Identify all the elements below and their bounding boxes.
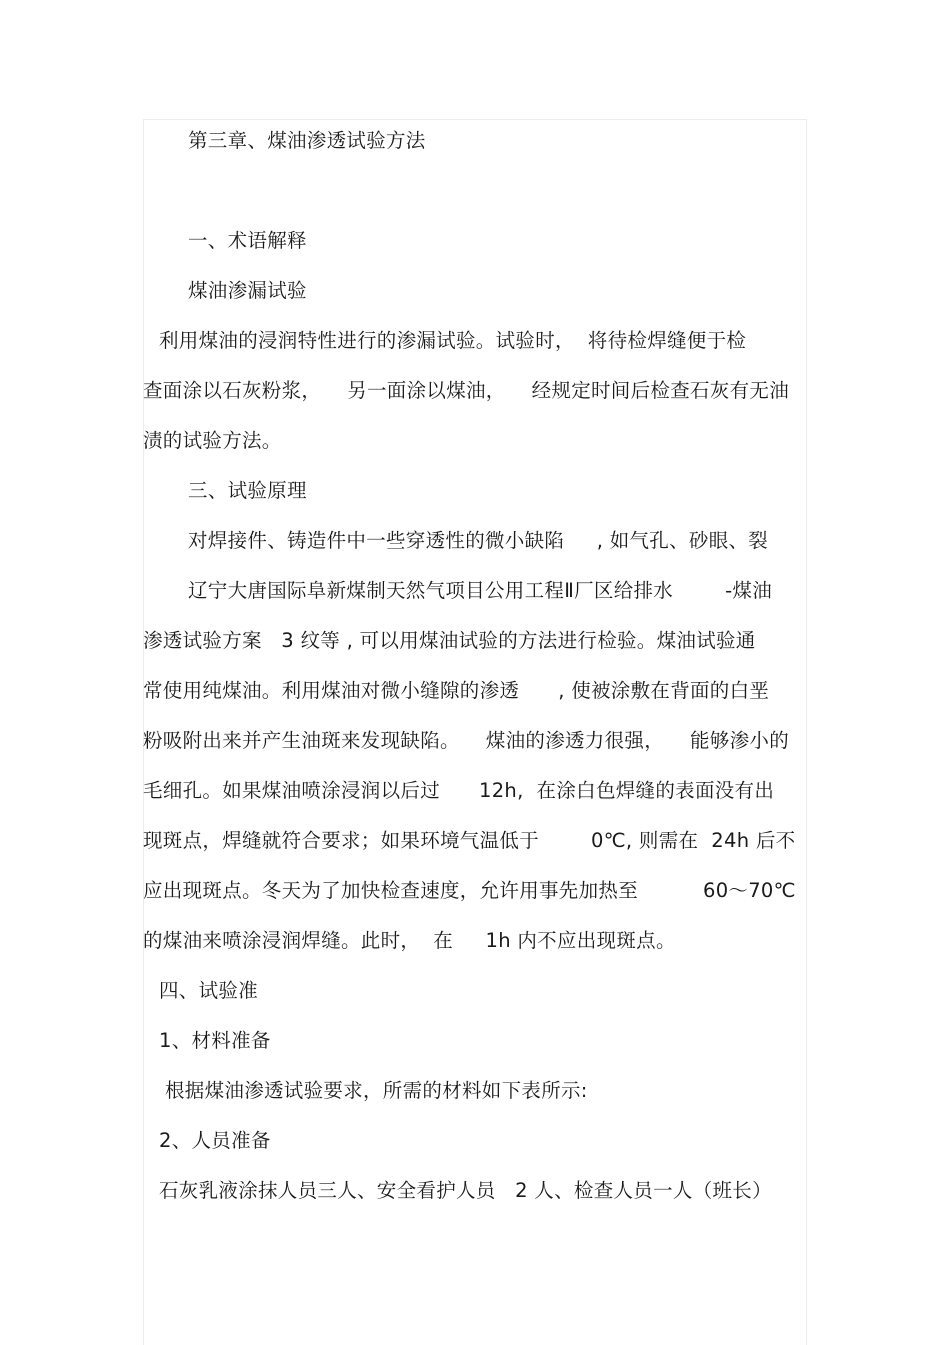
principle-line-4: 粉吸附出来并产生油斑来发现缺陷。 煤油的渗透力很强， 能够渗小的 [143, 729, 789, 752]
term-heading: 煤油渗漏试验 [188, 279, 307, 302]
item-heading-materials: 1、材料准备 [159, 1029, 271, 1052]
materials-text: 根据煤油渗透试验要求，所需的材料如下表所示: [165, 1079, 588, 1102]
principle-line-6: 现斑点，焊缝就符合要求；如果环境气温低于 0℃, 则需在 24h 后不 [143, 829, 796, 852]
principle-line-8: 的煤油来喷涂浸润焊缝。此时， 在 1h 内不应出现斑点。 [143, 929, 676, 952]
principle-line-5: 毛细孔。如果煤油喷涂浸润以后过 12h, 在涂白色焊缝的表面没有出 [143, 779, 775, 802]
section-heading-preparation: 四、试验准 [159, 979, 259, 1002]
principle-line-7: 应出现斑点。冬天为了加快检查速度，允许用事先加热至 60～70℃ [143, 879, 796, 902]
principle-line-2: 渗透试验方案 3 纹等 , 可以用煤油试验的方法进行检验。煤油试验通 [143, 629, 756, 652]
personnel-text: 石灰乳液涂抹人员三人、安全看护人员 2 人、检查人员一人（班长） [159, 1179, 772, 1202]
section-heading-principle: 三、试验原理 [188, 479, 307, 502]
definition-line-2: 查面涂以石灰粉浆， 另一面涂以煤油， 经规定时间后检查石灰有无油 [143, 379, 789, 402]
definition-line-1: 利用煤油的浸润特性进行的渗漏试验。试验时， 将待检焊缝便于检 [159, 329, 747, 352]
running-header: 辽宁大唐国际阜新煤制天然气项目公用工程Ⅱ厂区给排水 -煤油 [188, 579, 773, 602]
section-heading-terms: 一、术语解释 [188, 229, 307, 252]
principle-line-3: 常使用纯煤油。利用煤油对微小缝隙的渗透 , 使被涂敷在背面的白垩 [143, 679, 770, 702]
principle-line-1: 对焊接件、铸造件中一些穿透性的微小缺陷 , 如气孔、砂眼、裂 [188, 529, 769, 552]
item-heading-personnel: 2、人员准备 [159, 1129, 271, 1152]
chapter-title: 第三章、煤油渗透试验方法 [188, 129, 426, 152]
definition-line-3: 渍的试验方法。 [143, 429, 282, 452]
